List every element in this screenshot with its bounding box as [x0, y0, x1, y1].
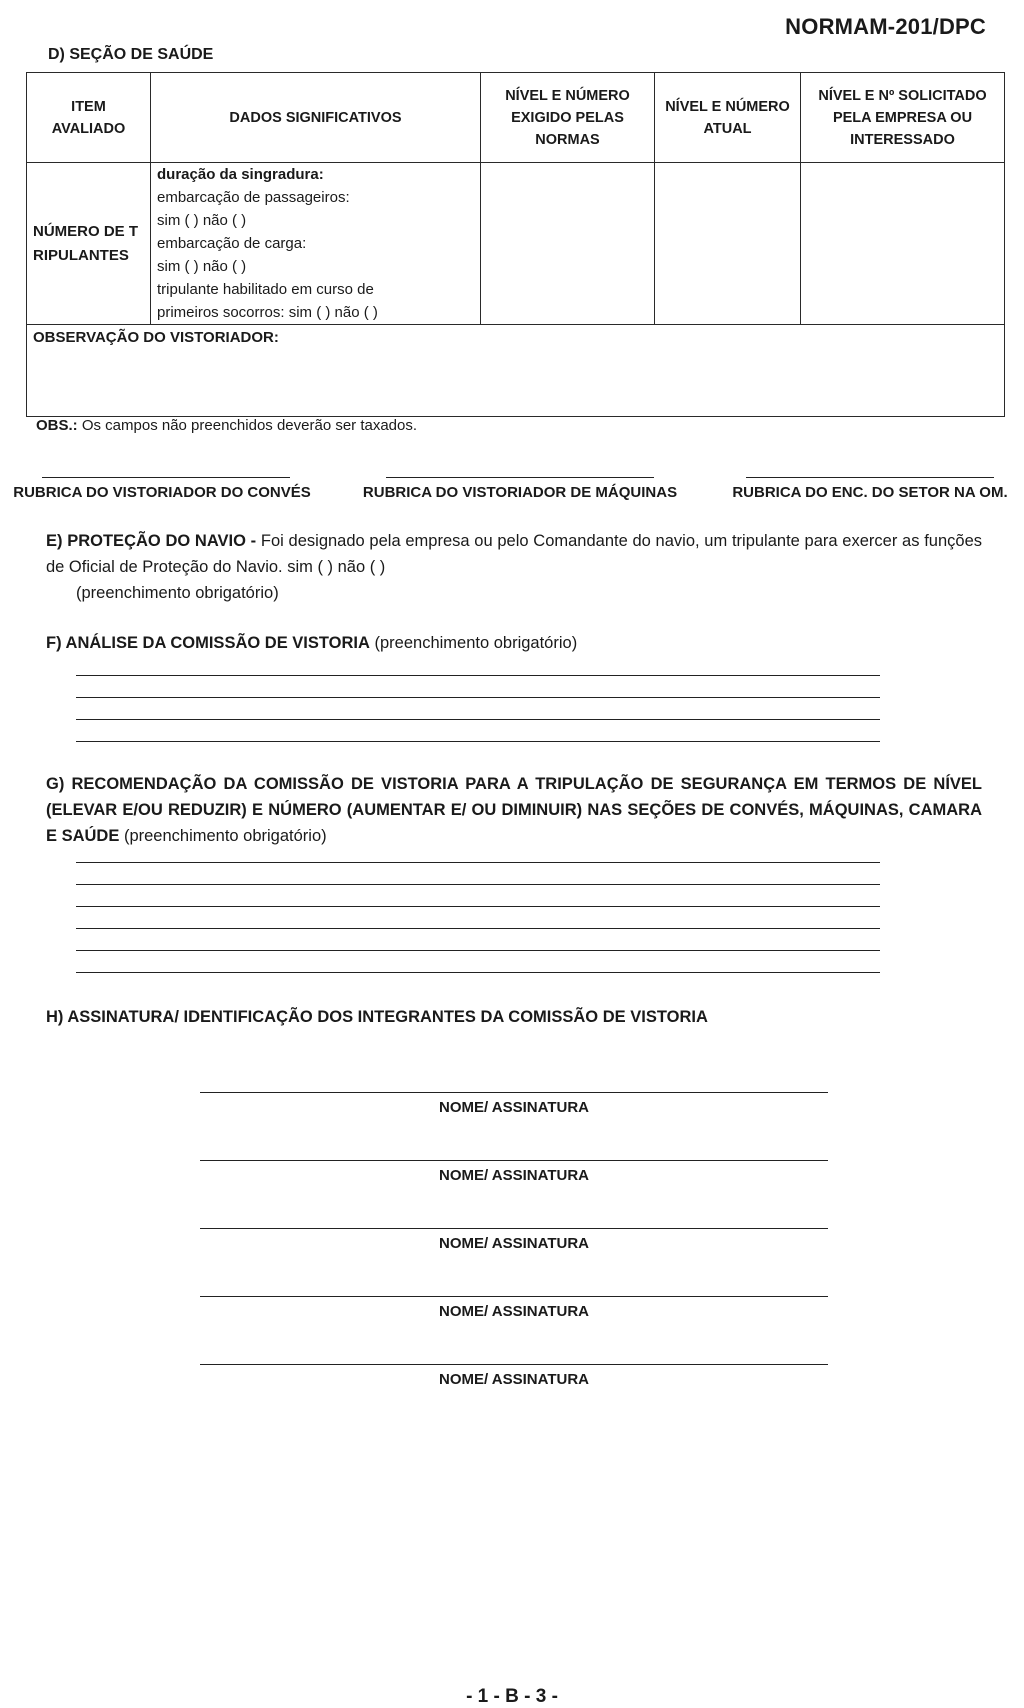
recommendation-line[interactable] — [76, 906, 880, 907]
section-f-heading — [46, 630, 982, 656]
rubrica-convés-line[interactable] — [42, 477, 290, 478]
section-h-title-text: H) ASSINATURA/ IDENTIFICAÇÃO DOS INTEGRANTES DA COMISSÃO DE VISTORIA — [46, 1008, 708, 1026]
table-header-row — [27, 73, 1005, 163]
dados-line: sim ( ) não ( ) — [157, 212, 247, 229]
dados-line: sim ( ) não ( ) — [157, 258, 247, 275]
health-section-table — [26, 72, 1005, 417]
section-e-text: Foi designado pela empresa ou pelo Comandante do navio, um tripulante para exercer as funções de Oficial de Proteção do Navio. sim ( ) não ( ) — [46, 532, 982, 576]
section-g-title: G) RECOMENDAÇÃO DA COMISSÃO DE VISTORIA PARA A TRIPULAÇÃO DE SEGURANÇA EM TERMOS DE NÍVEL (ELEVAR E/OU REDUZIR) E NÚMERO (AUMENTAR E/ OU DIMINUIR) NAS SEÇÕES DE CONVÉS, MÁQUINAS, CAMARA E SAÚDE — [46, 775, 982, 845]
header-dados: DADOS SIGNIFICATIVOS — [151, 73, 481, 163]
table-row — [27, 163, 1005, 325]
observacao-row — [27, 325, 1005, 417]
signature-label: NOME/ ASSINATURA — [439, 1167, 589, 1184]
section-g-paragraph — [46, 771, 982, 849]
dados-line: primeiros socorros: sim ( ) não ( ) — [157, 304, 378, 321]
section-e-note: (preenchimento obrigatório) — [76, 584, 279, 602]
header-item: ITEM AVALIADO — [27, 73, 151, 163]
signature-label: NOME/ ASSINATURA — [439, 1371, 589, 1388]
rubrica-setor-label: RUBRICA DO ENC. DO SETOR NA OM. — [732, 484, 1008, 501]
signature-line[interactable] — [200, 1228, 828, 1229]
document-code: NORMAM-201/DPC — [785, 14, 986, 39]
dados-significativos-cell — [151, 163, 481, 325]
recommendation-line[interactable] — [76, 862, 880, 863]
recommendation-line[interactable] — [76, 950, 880, 951]
nivel-exigido-field[interactable] — [481, 163, 655, 325]
rubrica-maquinas-line[interactable] — [386, 477, 654, 478]
signature-label: NOME/ ASSINATURA — [439, 1235, 589, 1252]
dados-line: embarcação de passageiros: — [157, 189, 350, 206]
analysis-line[interactable] — [76, 697, 880, 698]
nivel-atual-field[interactable] — [655, 163, 801, 325]
signature-line[interactable] — [200, 1296, 828, 1297]
row-item-label: NÚMERO DE TRIPULANTES — [27, 163, 151, 325]
dados-line: embarcação de carga: — [157, 235, 307, 252]
signature-label: NOME/ ASSINATURA — [439, 1303, 589, 1320]
signature-line[interactable] — [200, 1092, 828, 1093]
nivel-solicitado-field[interactable] — [801, 163, 1005, 325]
section-e-title: E) PROTEÇÃO DO NAVIO - — [46, 532, 257, 550]
dados-line: tripulante habilitado em curso de — [157, 281, 374, 298]
signature-line[interactable] — [200, 1160, 828, 1161]
observacao-field[interactable] — [27, 325, 1005, 417]
signature-label: NOME/ ASSINATURA — [439, 1099, 589, 1116]
rubrica-setor-line[interactable] — [746, 477, 994, 478]
dados-line: duração da singradura: — [157, 166, 324, 183]
rubrica-conves-label: RUBRICA DO VISTORIADOR DO CONVÉS — [13, 484, 311, 501]
signature-line[interactable] — [200, 1364, 828, 1365]
section-d-title: D) SEÇÃO DE SAÚDE — [48, 46, 214, 63]
obs-note-label: OBS.: — [36, 417, 78, 434]
recommendation-line[interactable] — [76, 972, 880, 973]
recommendation-line[interactable] — [76, 884, 880, 885]
section-e-paragraph — [46, 528, 982, 580]
rubrica-maquinas-label: RUBRICA DO VISTORIADOR DE MÁQUINAS — [362, 484, 678, 501]
analysis-line[interactable] — [76, 719, 880, 720]
analysis-line[interactable] — [76, 675, 880, 676]
page-number: - 1 - B - 3 - — [466, 1686, 558, 1707]
analysis-line[interactable] — [76, 741, 880, 742]
observacao-label: OBSERVAÇÃO DO VISTORIADOR: — [33, 329, 279, 346]
section-g-note: (preenchimento obrigatório) — [119, 827, 327, 845]
obs-note-text: Os campos não preenchidos deverão ser taxados. — [77, 417, 418, 434]
header-nivel-atual: NÍVEL E NÚMERO ATUAL — [655, 73, 801, 163]
obs-note — [36, 417, 417, 434]
section-h-title — [46, 1004, 982, 1030]
section-f-title: F) ANÁLISE DA COMISSÃO DE VISTORIA — [46, 634, 370, 652]
recommendation-line[interactable] — [76, 928, 880, 929]
section-f-note: (preenchimento obrigatório) — [369, 634, 578, 652]
header-nivel-exigido: NÍVEL E NÚMERO EXIGIDO PELAS NORMAS — [481, 73, 655, 163]
header-nivel-solicitado: NÍVEL E Nº SOLICITADO PELA EMPRESA OU INTERESSADO — [801, 73, 1005, 163]
